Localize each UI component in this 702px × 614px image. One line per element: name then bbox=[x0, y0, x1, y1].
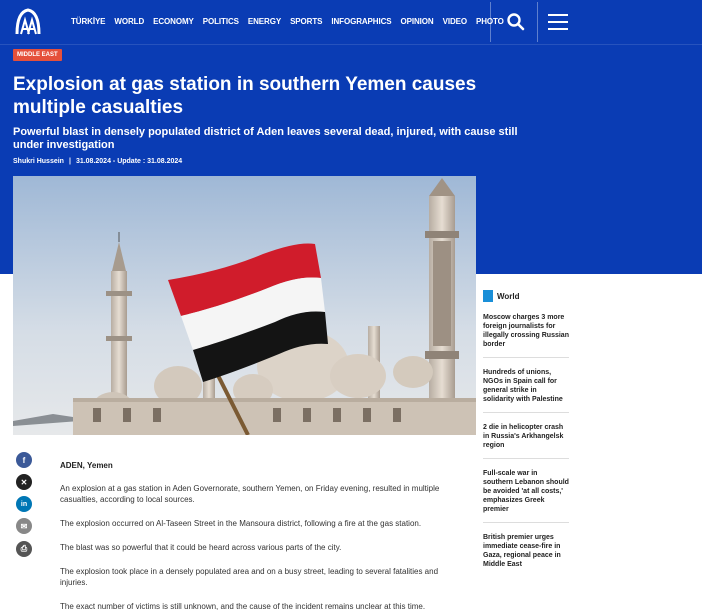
nav-separator bbox=[0, 44, 702, 45]
related-news-sidebar bbox=[483, 290, 569, 587]
hamburger-menu-icon[interactable] bbox=[548, 14, 568, 30]
x-share-icon[interactable]: ✕ bbox=[16, 474, 32, 490]
article-body bbox=[60, 461, 460, 614]
section-marker-icon bbox=[483, 290, 493, 302]
sidebar-story-link[interactable]: 2 die in helicopter crash in Russia's Arkhangelsk region bbox=[483, 423, 569, 459]
article-paragraph: The explosion occurred on Al-Taseen Street in the Mansoura district, following a fire at the gas station. bbox=[60, 519, 422, 528]
mosque-flag-photo bbox=[13, 176, 476, 435]
sidebar-heading-label[interactable]: World bbox=[497, 291, 520, 301]
article-photo bbox=[13, 176, 476, 435]
byline-separator: | bbox=[68, 158, 71, 165]
sidebar-story-link[interactable]: Moscow charges 3 more foreign journalists for illegally crossing Russian border bbox=[483, 313, 569, 358]
category-badge[interactable]: MIDDLE EAST bbox=[13, 49, 62, 61]
nav-item-economy[interactable]: ECONOMY bbox=[153, 17, 194, 26]
top-navigation-bar bbox=[0, 0, 702, 44]
nav-item-sports[interactable]: SPORTS bbox=[290, 17, 323, 26]
article-paragraph: An explosion at a gas station in Aden Governorate, southern Yemen, on Friday evening, resulted in multiple casualties, according to local sources. bbox=[60, 484, 440, 504]
nav-item-politics[interactable]: POLITICS bbox=[202, 17, 239, 26]
byline bbox=[13, 158, 182, 165]
nav-divider bbox=[537, 2, 538, 42]
article-subtitle: Powerful blast in densely populated district of Aden leaves several dead, injured, with cause still under investigation bbox=[13, 126, 518, 151]
nav-item-world[interactable]: WORLD bbox=[114, 17, 145, 26]
sidebar-heading bbox=[483, 290, 569, 302]
search-icon[interactable] bbox=[506, 12, 526, 32]
nav-divider bbox=[490, 2, 491, 42]
facebook-share-icon[interactable]: f bbox=[16, 452, 32, 468]
nav-item-video[interactable]: VIDEO bbox=[442, 17, 467, 26]
author-name[interactable]: Shukri Hussein bbox=[13, 158, 64, 165]
sidebar-story-link[interactable]: Full-scale war in southern Lebanon should be avoided 'at all costs,' emphasizes Greek premier bbox=[483, 469, 569, 523]
aa-logo-icon[interactable] bbox=[11, 6, 45, 38]
nav-item-opinion[interactable]: OPINION bbox=[400, 17, 434, 26]
linkedin-share-icon[interactable]: in bbox=[16, 496, 32, 512]
article-paragraph: The exact number of victims is still unknown, and the cause of the incident remains unclear at this time. bbox=[60, 602, 426, 611]
email-share-icon[interactable]: ✉ bbox=[16, 518, 32, 534]
nav-item-turkiye[interactable]: TÜRKİYE bbox=[71, 17, 106, 26]
nav-item-infographics[interactable]: INFOGRAPHICS bbox=[331, 17, 392, 26]
article-title: Explosion at gas station in southern Yemen causes multiple casualties bbox=[13, 74, 477, 118]
article-dateline: ADEN, Yemen bbox=[60, 461, 113, 470]
nav-item-photo[interactable]: PHOTO bbox=[476, 17, 504, 26]
article-paragraph: The explosion took place in a densely populated area and on a busy street, leading to several fatalities and injuries. bbox=[60, 567, 439, 587]
publish-dates: 31.08.2024 - Update : 31.08.2024 bbox=[75, 158, 183, 165]
sidebar-story-link[interactable]: British premier urges immediate cease-fire in Gaza, regional peace in Middle East bbox=[483, 534, 561, 568]
main-nav bbox=[71, 17, 504, 26]
nav-item-energy[interactable]: ENERGY bbox=[247, 17, 282, 26]
sidebar-story-link[interactable]: Hundreds of unions, NGOs in Spain call for general strike in solidarity with Palestine bbox=[483, 368, 569, 413]
article-paragraph: The blast was so powerful that it could be heard across various parts of the city. bbox=[60, 543, 342, 552]
print-icon[interactable]: ⎙ bbox=[16, 541, 32, 557]
